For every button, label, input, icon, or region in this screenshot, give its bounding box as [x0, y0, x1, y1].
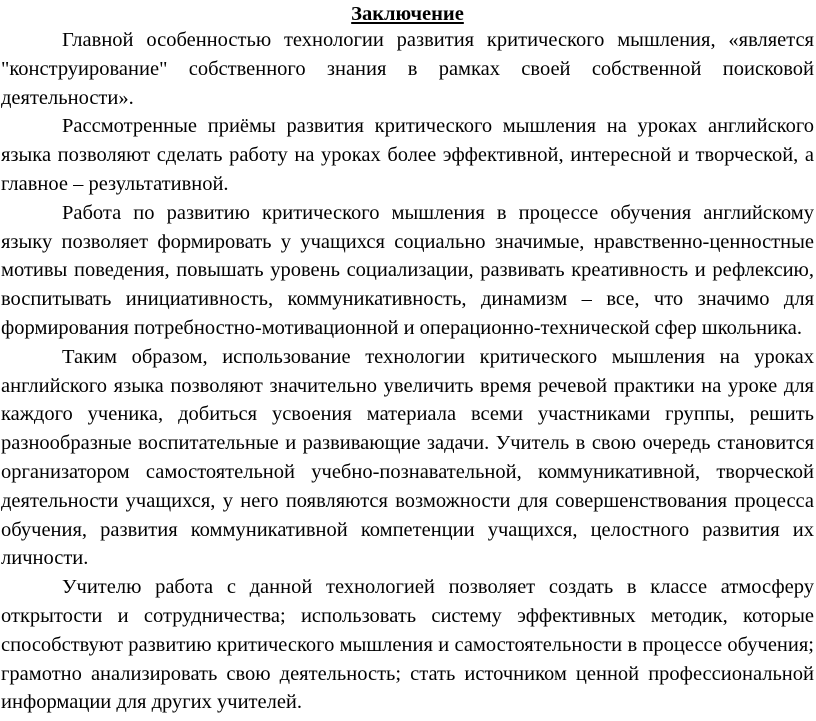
- paragraph-conclusion: Таким образом, использование технологии критического мышления на уроках английского языка позволяют значительно увеличить время речевой практики на уроке для каждого ученика, добиться усвоения материала всеми участниками группы, решить разнообразные воспитательные и развивающие задачи. Учитель в свою очередь становится организатором самостоятельной учебно-познавательной, коммуникативной, творческой деятельности учащихся, у него появляются возможности для совершенствования процесса обучения, развития коммуникативной компетенции учащихся, целостного развития их личности.: [1, 345, 814, 570]
- document-title: Заключение: [351, 3, 464, 25]
- paragraph-motives: Работа по развитию критического мышления в процессе обучения английскому языку позволяет формировать у учащихся социально значимые, нравственно-ценностные мотивы поведения, повышать уровень социализации, развивать креативность и рефлексию, воспитывать инициативность, коммуникативность, динамизм – все, что значимо для формирования потребностно-мотивационной и операционно-технической сфер школьника.: [1, 201, 814, 339]
- paragraph-techniques: Рассмотренные приёмы развития критического мышления на уроках английского языка позволяют сделать работу на уроках более эффективной, интересной и творческой, а главное – результативной.: [1, 115, 814, 195]
- paragraph-main-feature: Главной особенностью технологии развития критического мышления, «является "конструирование" собственного знания в рамках своей собственной поисковой деятельности».: [1, 29, 814, 109]
- paragraph-teacher-benefits: Учителю работа с данной технологией позволяет создать в классе атмосферу открытости и сотрудничества; использовать систему эффективных методик, которые способствуют развитию критического мышления и самостоятельности в процессе обучения; грамотно анализировать свою деятельность; стать источником ценной профессиональной информации для других учителей.: [1, 576, 814, 714]
